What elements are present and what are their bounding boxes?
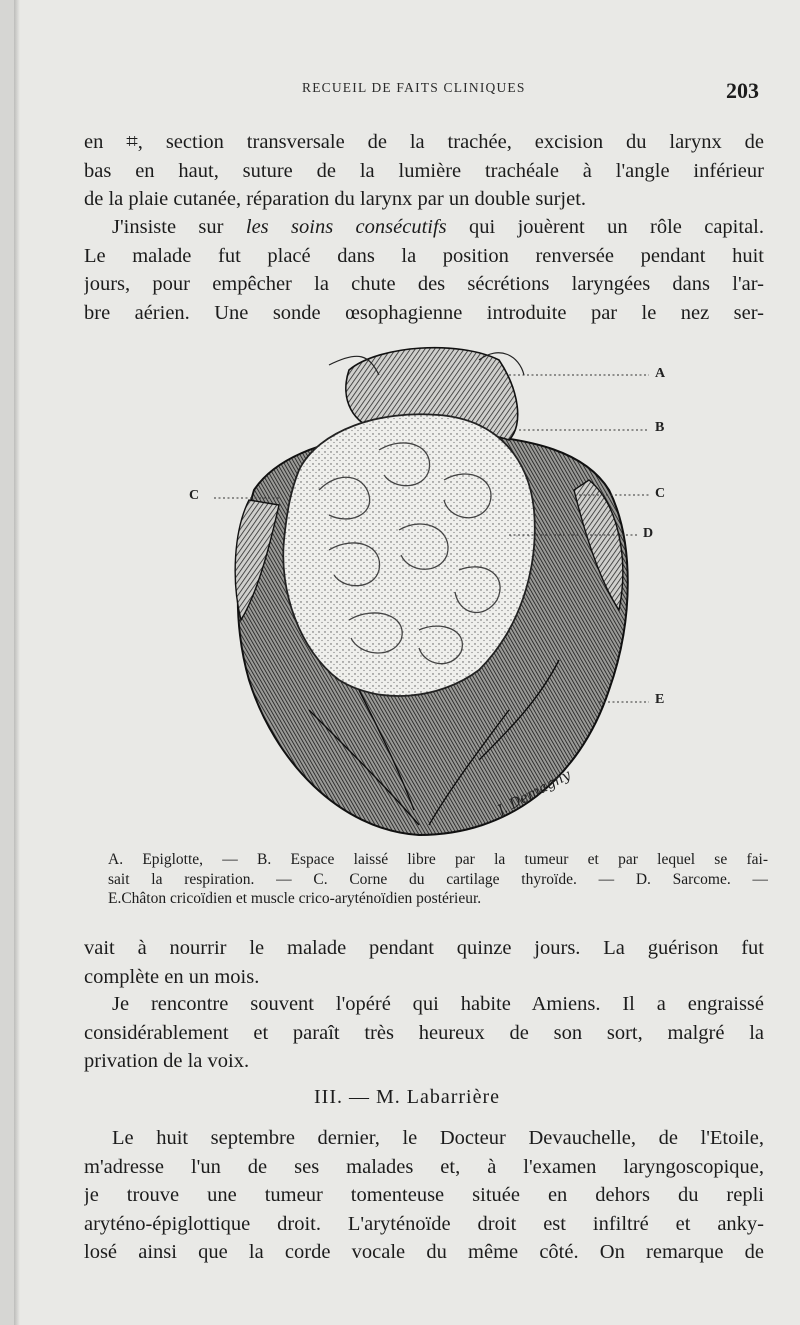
caption-line: E.Châton cricoïdien et muscle crico-aryténoïdien postérieur. — [108, 890, 482, 907]
figure-label-b: B — [655, 420, 665, 435]
text-line: bas en haut, suture de la lumière trachéale à l'angle inférieur — [84, 159, 764, 182]
paragraph-1 — [84, 128, 764, 214]
caption-line: A. Epiglotte, — B. Espace laissé libre par la tumeur et par lequel se fai- — [108, 851, 768, 868]
text-line: de la plaie cutanée, réparation du larynx par un double surjet. — [84, 188, 587, 210]
text-line: bre aérien. Une sonde œsophagienne introduite par le nez ser- — [84, 301, 764, 324]
paragraph-2 — [84, 213, 764, 327]
figure-label-e: E — [655, 692, 665, 707]
larynx-engraving — [179, 330, 679, 850]
emphasis-text: les soins consécutifs — [245, 216, 447, 238]
text-fragment: qui jouèrent un rôle capital. — [446, 216, 764, 238]
text-line: Le huit septembre dernier, le Docteur Devauchelle, de l'Etoile, — [112, 1127, 764, 1149]
page-number: 203 — [726, 78, 759, 103]
text-line: complète en un mois. — [84, 965, 260, 988]
text-line: en ⌗, section transversale de la trachée, excision du larynx de — [84, 131, 764, 153]
text-fragment: J'insiste sur — [112, 216, 246, 238]
text-line: vait à nourrir le malade pendant quinze jours. La guérison fut — [84, 937, 764, 959]
text-line: Je rencontre souvent l'opéré qui habite Amiens. Il a engraissé — [112, 993, 764, 1015]
book-page — [14, 0, 800, 1325]
text-line: m'adresse l'un de ses malades et, à l'examen laryngoscopique, — [84, 1155, 764, 1178]
section-title: III. — M. Labarrière — [314, 1086, 501, 1108]
figure-label-a: A — [655, 366, 666, 381]
figure-label-c-right: C — [655, 486, 666, 501]
paragraph-5 — [84, 1124, 764, 1267]
running-head: RECUEIL DE FAITS CLINIQUES — [302, 80, 526, 95]
text-line: considérablement et paraît très heureux de son sort, malgré la — [84, 1021, 764, 1044]
text-line — [84, 213, 764, 242]
figure-caption — [108, 850, 768, 909]
anatomical-figure — [179, 330, 679, 850]
text-line: privation de la voix. — [84, 1050, 250, 1072]
text-line: je trouve une tumeur tomenteuse située en dehors du repli — [84, 1184, 764, 1206]
text-line: jours, pour empêcher la chute des sécrétions laryngées dans l'ar- — [84, 273, 764, 295]
paragraph-3 — [84, 934, 764, 991]
engraver-signature: J. Demagny — [494, 767, 574, 819]
text-line: losé ainsi que la corde vocale du même côté. On remarque de — [84, 1241, 764, 1263]
text-line: aryténo-épiglottique droit. L'aryténoïde droit est infiltré et anky- — [84, 1212, 764, 1235]
paragraph-4 — [84, 990, 764, 1076]
text-line: Le malade fut placé dans la position renversée pendant huit — [84, 244, 764, 267]
figure-label-d: D — [643, 526, 654, 541]
figure-label-c-left: C — [189, 488, 200, 503]
caption-line: sait la respiration. — C. Corne du cartilage thyroïde. — D. Sarcome. — — [108, 870, 768, 888]
